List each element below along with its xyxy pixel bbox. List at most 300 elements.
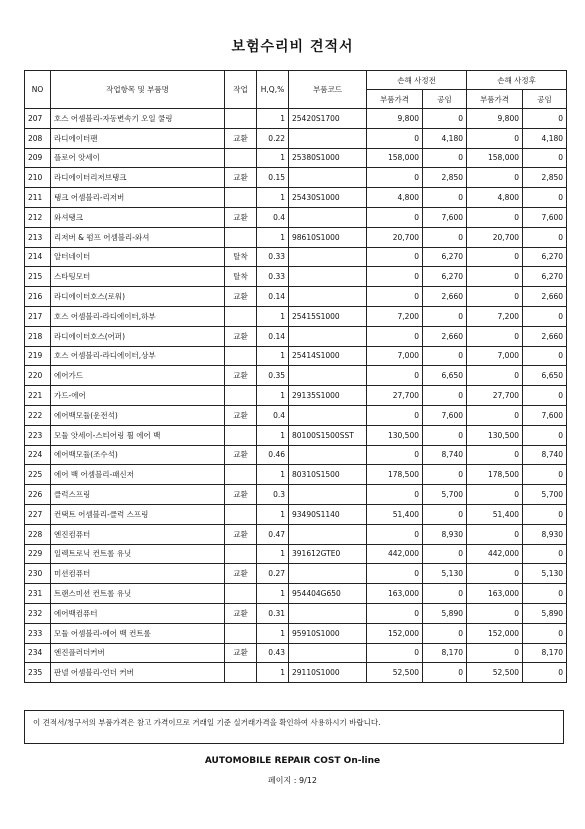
part-code: 95910S1000 bbox=[289, 623, 367, 643]
part-price-before: 0 bbox=[367, 267, 423, 287]
part-code bbox=[289, 326, 367, 346]
labor-after: 2,660 bbox=[523, 287, 567, 307]
hq-value: 1 bbox=[257, 148, 289, 168]
labor-before: 2,850 bbox=[423, 168, 467, 188]
item-name: 일렉트로닉 컨트롤 유닛 bbox=[51, 544, 225, 564]
table-row bbox=[25, 465, 567, 485]
part-price-after: 0 bbox=[467, 603, 523, 623]
header-item: 작업항목 및 부품명 bbox=[51, 71, 225, 109]
header-no: NO bbox=[25, 71, 51, 109]
part-price-before: 0 bbox=[367, 445, 423, 465]
item-name: 모듈 어셈블리-에어 백 컨트롤 bbox=[51, 623, 225, 643]
hq-value: 0.22 bbox=[257, 128, 289, 148]
part-price-before: 0 bbox=[367, 485, 423, 505]
part-price-after: 0 bbox=[467, 405, 523, 425]
labor-after: 0 bbox=[523, 425, 567, 445]
row-number: 208 bbox=[25, 128, 51, 148]
labor-before: 5,130 bbox=[423, 564, 467, 584]
part-price-before: 4,800 bbox=[367, 188, 423, 208]
part-price-after: 0 bbox=[467, 366, 523, 386]
part-price-before: 130,500 bbox=[367, 425, 423, 445]
part-code: 954404G650 bbox=[289, 584, 367, 604]
labor-after: 5,130 bbox=[523, 564, 567, 584]
hq-value: 1 bbox=[257, 584, 289, 604]
work-type: 탈착 bbox=[225, 247, 257, 267]
price-notice: 이 견적서/청구서의 부품가격은 참고 가격이므로 거래일 기준 실거래가격을 확인하여 사용하시기 바랍니다. bbox=[24, 710, 564, 744]
item-name: 리저버 & 펌프 어셈블리-와셔 bbox=[51, 227, 225, 247]
part-price-after: 0 bbox=[467, 287, 523, 307]
item-name: 라디에이터팬 bbox=[51, 128, 225, 148]
row-number: 215 bbox=[25, 267, 51, 287]
work-type: 교환 bbox=[225, 485, 257, 505]
work-type bbox=[225, 584, 257, 604]
hq-value: 1 bbox=[257, 544, 289, 564]
header-before-adjustment: 손해 사정전 bbox=[367, 71, 467, 90]
part-price-after: 152,000 bbox=[467, 623, 523, 643]
part-code bbox=[289, 405, 367, 425]
table-body bbox=[25, 109, 567, 683]
hq-value: 1 bbox=[257, 425, 289, 445]
hq-value: 1 bbox=[257, 346, 289, 366]
table-row bbox=[25, 267, 567, 287]
work-type bbox=[225, 188, 257, 208]
hq-value: 0.46 bbox=[257, 445, 289, 465]
table-row bbox=[25, 504, 567, 524]
table-row bbox=[25, 326, 567, 346]
part-price-after: 52,500 bbox=[467, 663, 523, 683]
work-type: 교환 bbox=[225, 445, 257, 465]
header-work: 작업 bbox=[225, 71, 257, 109]
row-number: 221 bbox=[25, 386, 51, 406]
part-price-after: 130,500 bbox=[467, 425, 523, 445]
part-price-before: 152,000 bbox=[367, 623, 423, 643]
item-name: 모듈 앗세이-스티어링 휠 에어 백 bbox=[51, 425, 225, 445]
table-row bbox=[25, 346, 567, 366]
part-price-after: 158,000 bbox=[467, 148, 523, 168]
work-type: 교환 bbox=[225, 603, 257, 623]
table-row bbox=[25, 227, 567, 247]
part-price-after: 9,800 bbox=[467, 109, 523, 129]
labor-after: 0 bbox=[523, 504, 567, 524]
part-price-before: 20,700 bbox=[367, 227, 423, 247]
table-row bbox=[25, 148, 567, 168]
work-type bbox=[225, 148, 257, 168]
part-code bbox=[289, 564, 367, 584]
row-number: 212 bbox=[25, 207, 51, 227]
hq-value: 0.15 bbox=[257, 168, 289, 188]
table-row bbox=[25, 188, 567, 208]
table-row bbox=[25, 128, 567, 148]
page-number: 페이지 : 9/12 bbox=[268, 776, 317, 785]
part-price-after: 0 bbox=[467, 247, 523, 267]
part-price-after: 51,400 bbox=[467, 504, 523, 524]
part-code: 98610S1000 bbox=[289, 227, 367, 247]
work-type bbox=[225, 346, 257, 366]
table-row bbox=[25, 287, 567, 307]
labor-before: 7,600 bbox=[423, 207, 467, 227]
work-type bbox=[225, 425, 257, 445]
labor-before: 4,180 bbox=[423, 128, 467, 148]
part-price-before: 0 bbox=[367, 207, 423, 227]
item-name: 호스 어셈블리-라디에이터,상부 bbox=[51, 346, 225, 366]
labor-before: 0 bbox=[423, 663, 467, 683]
row-number: 213 bbox=[25, 227, 51, 247]
part-code: 391612GTE0 bbox=[289, 544, 367, 564]
work-type bbox=[225, 465, 257, 485]
part-price-before: 0 bbox=[367, 405, 423, 425]
part-price-before: 0 bbox=[367, 287, 423, 307]
part-price-before: 0 bbox=[367, 247, 423, 267]
labor-after: 0 bbox=[523, 109, 567, 129]
item-name: 알터네이터 bbox=[51, 247, 225, 267]
labor-after: 0 bbox=[523, 227, 567, 247]
part-price-after: 4,800 bbox=[467, 188, 523, 208]
labor-after: 6,270 bbox=[523, 267, 567, 287]
labor-after: 6,270 bbox=[523, 247, 567, 267]
item-name: 클럭스프링 bbox=[51, 485, 225, 505]
part-code: 29110S1000 bbox=[289, 663, 367, 683]
labor-before: 0 bbox=[423, 227, 467, 247]
labor-before: 7,600 bbox=[423, 405, 467, 425]
row-number: 232 bbox=[25, 603, 51, 623]
part-price-before: 7,000 bbox=[367, 346, 423, 366]
part-code bbox=[289, 524, 367, 544]
part-price-before: 27,700 bbox=[367, 386, 423, 406]
table-row bbox=[25, 643, 567, 663]
part-price-before: 0 bbox=[367, 128, 423, 148]
work-type: 교환 bbox=[225, 564, 257, 584]
part-price-after: 442,000 bbox=[467, 544, 523, 564]
item-name: 탱크 어셈블리-리저버 bbox=[51, 188, 225, 208]
work-type: 교환 bbox=[225, 128, 257, 148]
labor-before: 0 bbox=[423, 544, 467, 564]
labor-after: 0 bbox=[523, 465, 567, 485]
part-price-after: 0 bbox=[467, 267, 523, 287]
header-part-price-after: 부품가격 bbox=[467, 90, 523, 109]
part-code: 29135S1000 bbox=[289, 386, 367, 406]
row-number: 231 bbox=[25, 584, 51, 604]
table-row bbox=[25, 109, 567, 129]
header-labor-before: 공임 bbox=[423, 90, 467, 109]
part-code bbox=[289, 287, 367, 307]
work-type: 교환 bbox=[225, 207, 257, 227]
hq-value: 0.43 bbox=[257, 643, 289, 663]
work-type bbox=[225, 109, 257, 129]
row-number: 214 bbox=[25, 247, 51, 267]
labor-before: 2,660 bbox=[423, 287, 467, 307]
footer-title: AUTOMOBILE REPAIR COST On-line bbox=[204, 756, 381, 766]
row-number: 223 bbox=[25, 425, 51, 445]
hq-value: 1 bbox=[257, 623, 289, 643]
row-number: 220 bbox=[25, 366, 51, 386]
work-type: 교환 bbox=[225, 524, 257, 544]
part-price-before: 0 bbox=[367, 564, 423, 584]
item-name: 에어 백 어셈블리-패신저 bbox=[51, 465, 225, 485]
labor-before: 8,740 bbox=[423, 445, 467, 465]
work-type: 교환 bbox=[225, 168, 257, 188]
item-name: 엔진컴퓨터 bbox=[51, 524, 225, 544]
hq-value: 1 bbox=[257, 188, 289, 208]
labor-before: 2,660 bbox=[423, 326, 467, 346]
row-number: 227 bbox=[25, 504, 51, 524]
labor-before: 6,650 bbox=[423, 366, 467, 386]
row-number: 233 bbox=[25, 623, 51, 643]
item-name: 미션컴퓨터 bbox=[51, 564, 225, 584]
hq-value: 0.3 bbox=[257, 485, 289, 505]
labor-after: 8,930 bbox=[523, 524, 567, 544]
part-price-before: 442,000 bbox=[367, 544, 423, 564]
row-number: 235 bbox=[25, 663, 51, 683]
part-price-before: 51,400 bbox=[367, 504, 423, 524]
item-name: 트랜스미션 컨트롤 유닛 bbox=[51, 584, 225, 604]
hq-value: 0.47 bbox=[257, 524, 289, 544]
part-code bbox=[289, 603, 367, 623]
part-price-before: 163,000 bbox=[367, 584, 423, 604]
part-price-after: 0 bbox=[467, 445, 523, 465]
hq-value: 1 bbox=[257, 386, 289, 406]
labor-after: 0 bbox=[523, 346, 567, 366]
row-number: 224 bbox=[25, 445, 51, 465]
labor-before: 0 bbox=[423, 465, 467, 485]
hq-value: 0.27 bbox=[257, 564, 289, 584]
labor-after: 6,650 bbox=[523, 366, 567, 386]
table-row bbox=[25, 306, 567, 326]
hq-value: 1 bbox=[257, 465, 289, 485]
labor-after: 2,660 bbox=[523, 326, 567, 346]
item-name: 라디에이터리저브탱크 bbox=[51, 168, 225, 188]
work-type: 교환 bbox=[225, 643, 257, 663]
labor-before: 0 bbox=[423, 425, 467, 445]
labor-before: 0 bbox=[423, 584, 467, 604]
item-name: 스타팅모터 bbox=[51, 267, 225, 287]
part-price-before: 158,000 bbox=[367, 148, 423, 168]
hq-value: 0.31 bbox=[257, 603, 289, 623]
part-code bbox=[289, 207, 367, 227]
labor-before: 0 bbox=[423, 386, 467, 406]
part-price-before: 0 bbox=[367, 168, 423, 188]
part-code bbox=[289, 445, 367, 465]
labor-after: 5,700 bbox=[523, 485, 567, 505]
labor-before: 8,930 bbox=[423, 524, 467, 544]
estimate-table bbox=[24, 70, 567, 683]
part-code bbox=[289, 128, 367, 148]
part-code: 25414S1000 bbox=[289, 346, 367, 366]
table-row bbox=[25, 603, 567, 623]
table-row bbox=[25, 564, 567, 584]
work-type bbox=[225, 544, 257, 564]
item-name: 판넬 어셈블리-언더 커버 bbox=[51, 663, 225, 683]
labor-after: 8,740 bbox=[523, 445, 567, 465]
labor-before: 5,890 bbox=[423, 603, 467, 623]
part-price-before: 52,500 bbox=[367, 663, 423, 683]
row-number: 218 bbox=[25, 326, 51, 346]
work-type bbox=[225, 227, 257, 247]
hq-value: 0.4 bbox=[257, 207, 289, 227]
labor-after: 4,180 bbox=[523, 128, 567, 148]
row-number: 226 bbox=[25, 485, 51, 505]
part-price-after: 0 bbox=[467, 326, 523, 346]
part-code bbox=[289, 366, 367, 386]
part-code: 80100S1500SST bbox=[289, 425, 367, 445]
row-number: 225 bbox=[25, 465, 51, 485]
part-code: 93490S1140 bbox=[289, 504, 367, 524]
work-type bbox=[225, 623, 257, 643]
item-name: 라디에이터호스(어퍼) bbox=[51, 326, 225, 346]
part-code bbox=[289, 168, 367, 188]
table-row bbox=[25, 247, 567, 267]
row-number: 230 bbox=[25, 564, 51, 584]
work-type bbox=[225, 663, 257, 683]
labor-after: 7,600 bbox=[523, 207, 567, 227]
item-name: 라디에이터호스(로워) bbox=[51, 287, 225, 307]
hq-value: 0.14 bbox=[257, 326, 289, 346]
item-name: 에어백모듈(조수석) bbox=[51, 445, 225, 465]
hq-value: 1 bbox=[257, 663, 289, 683]
part-price-after: 0 bbox=[467, 207, 523, 227]
labor-before: 0 bbox=[423, 148, 467, 168]
part-price-before: 0 bbox=[367, 326, 423, 346]
header-part-price-before: 부품가격 bbox=[367, 90, 423, 109]
row-number: 217 bbox=[25, 306, 51, 326]
part-code: 25420S1700 bbox=[289, 109, 367, 129]
part-price-after: 0 bbox=[467, 485, 523, 505]
part-price-after: 7,200 bbox=[467, 306, 523, 326]
work-type: 교환 bbox=[225, 405, 257, 425]
row-number: 210 bbox=[25, 168, 51, 188]
work-type bbox=[225, 504, 257, 524]
labor-after: 0 bbox=[523, 386, 567, 406]
labor-after: 0 bbox=[523, 623, 567, 643]
labor-after: 2,850 bbox=[523, 168, 567, 188]
item-name: 가드-에어 bbox=[51, 386, 225, 406]
item-name: 컨택트 어셈블리-클럭 스프링 bbox=[51, 504, 225, 524]
hq-value: 0.35 bbox=[257, 366, 289, 386]
labor-after: 0 bbox=[523, 544, 567, 564]
work-type: 교환 bbox=[225, 366, 257, 386]
part-price-before: 0 bbox=[367, 366, 423, 386]
item-name: 와셔탱크 bbox=[51, 207, 225, 227]
row-number: 211 bbox=[25, 188, 51, 208]
labor-before: 6,270 bbox=[423, 267, 467, 287]
labor-before: 6,270 bbox=[423, 247, 467, 267]
table-row bbox=[25, 584, 567, 604]
table-row bbox=[25, 207, 567, 227]
item-name: 호스 어셈블리-라디에이터,하부 bbox=[51, 306, 225, 326]
hq-value: 1 bbox=[257, 109, 289, 129]
part-code: 25380S1000 bbox=[289, 148, 367, 168]
work-type bbox=[225, 306, 257, 326]
part-price-after: 20,700 bbox=[467, 227, 523, 247]
hq-value: 1 bbox=[257, 306, 289, 326]
work-type bbox=[225, 386, 257, 406]
labor-before: 0 bbox=[423, 623, 467, 643]
labor-after: 0 bbox=[523, 148, 567, 168]
part-code: 80310S1500 bbox=[289, 465, 367, 485]
header-code: 부품코드 bbox=[289, 71, 367, 109]
row-number: 209 bbox=[25, 148, 51, 168]
hq-value: 0.33 bbox=[257, 267, 289, 287]
labor-after: 7,600 bbox=[523, 405, 567, 425]
labor-before: 5,700 bbox=[423, 485, 467, 505]
labor-before: 0 bbox=[423, 109, 467, 129]
hq-value: 0.14 bbox=[257, 287, 289, 307]
row-number: 216 bbox=[25, 287, 51, 307]
work-type: 교환 bbox=[225, 326, 257, 346]
part-price-after: 27,700 bbox=[467, 386, 523, 406]
table-row bbox=[25, 168, 567, 188]
table-row bbox=[25, 386, 567, 406]
labor-before: 0 bbox=[423, 188, 467, 208]
item-name: 에어백컴퓨터 bbox=[51, 603, 225, 623]
row-number: 222 bbox=[25, 405, 51, 425]
table-row bbox=[25, 623, 567, 643]
header-after-adjustment: 손해 사정후 bbox=[467, 71, 567, 90]
part-price-before: 9,800 bbox=[367, 109, 423, 129]
header-labor-after: 공임 bbox=[523, 90, 567, 109]
table-row bbox=[25, 663, 567, 683]
table-row bbox=[25, 485, 567, 505]
part-price-after: 163,000 bbox=[467, 584, 523, 604]
labor-before: 0 bbox=[423, 346, 467, 366]
table-row bbox=[25, 544, 567, 564]
part-code bbox=[289, 643, 367, 663]
row-number: 219 bbox=[25, 346, 51, 366]
part-price-before: 7,200 bbox=[367, 306, 423, 326]
part-price-after: 7,000 bbox=[467, 346, 523, 366]
header-hq: H,Q,% bbox=[257, 71, 289, 109]
labor-before: 0 bbox=[423, 306, 467, 326]
labor-after: 8,170 bbox=[523, 643, 567, 663]
part-code bbox=[289, 267, 367, 287]
table-row bbox=[25, 425, 567, 445]
part-price-after: 178,500 bbox=[467, 465, 523, 485]
item-name: 호스 어셈블리-자동변속기 오일 쿨링 bbox=[51, 109, 225, 129]
part-code: 25430S1000 bbox=[289, 188, 367, 208]
part-price-after: 0 bbox=[467, 168, 523, 188]
row-number: 234 bbox=[25, 643, 51, 663]
table-row bbox=[25, 445, 567, 465]
labor-after: 5,890 bbox=[523, 603, 567, 623]
part-code bbox=[289, 247, 367, 267]
row-number: 207 bbox=[25, 109, 51, 129]
labor-before: 8,170 bbox=[423, 643, 467, 663]
part-price-before: 0 bbox=[367, 603, 423, 623]
labor-after: 0 bbox=[523, 663, 567, 683]
labor-after: 0 bbox=[523, 584, 567, 604]
labor-after: 0 bbox=[523, 188, 567, 208]
hq-value: 1 bbox=[257, 504, 289, 524]
hq-value: 0.4 bbox=[257, 405, 289, 425]
part-code bbox=[289, 485, 367, 505]
hq-value: 1 bbox=[257, 227, 289, 247]
work-type: 탈착 bbox=[225, 267, 257, 287]
document-title: 보험수리비 견적서 bbox=[231, 39, 354, 55]
part-price-before: 178,500 bbox=[367, 465, 423, 485]
part-price-after: 0 bbox=[467, 564, 523, 584]
part-price-after: 0 bbox=[467, 524, 523, 544]
item-name: 엔진플러더커버 bbox=[51, 643, 225, 663]
part-price-after: 0 bbox=[467, 643, 523, 663]
table-row bbox=[25, 366, 567, 386]
part-price-after: 0 bbox=[467, 128, 523, 148]
part-price-before: 0 bbox=[367, 643, 423, 663]
row-number: 228 bbox=[25, 524, 51, 544]
table-row bbox=[25, 405, 567, 425]
table-row bbox=[25, 524, 567, 544]
labor-after: 0 bbox=[523, 306, 567, 326]
work-type: 교환 bbox=[225, 287, 257, 307]
part-code: 25415S1000 bbox=[289, 306, 367, 326]
